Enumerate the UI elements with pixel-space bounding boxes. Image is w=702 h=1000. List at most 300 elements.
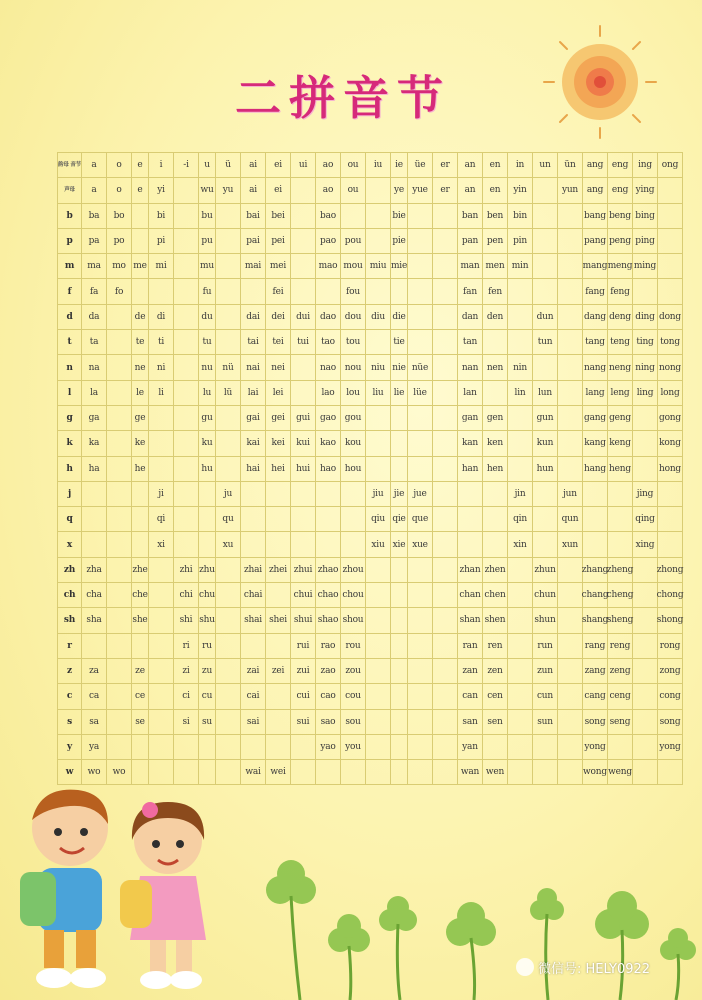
table-cell: sen — [483, 710, 508, 735]
table-row-label: j — [58, 482, 82, 507]
table-header-cell: ong — [658, 153, 683, 178]
table-cell: xiu — [366, 532, 391, 557]
table-cell — [558, 760, 583, 785]
table-cell — [291, 254, 316, 279]
table-cell — [107, 507, 132, 532]
table-cell: nei — [266, 355, 291, 380]
table-cell — [291, 532, 316, 557]
table-cell — [366, 558, 391, 583]
table-cell: chan — [458, 583, 483, 608]
table-cell: er — [433, 178, 458, 203]
table-cell — [199, 532, 216, 557]
table-cell: chou — [341, 583, 366, 608]
table-cell: sao — [316, 710, 341, 735]
table-header-cell: a — [82, 153, 107, 178]
table-cell: miu — [366, 254, 391, 279]
table-cell: zhai — [241, 558, 266, 583]
table-cell — [633, 659, 658, 684]
table-cell — [483, 482, 508, 507]
table-cell: shou — [341, 608, 366, 633]
table-header-cell: er — [433, 153, 458, 178]
table-cell: bai — [241, 204, 266, 229]
table-cell: xu — [216, 532, 241, 557]
table-cell: ma — [82, 254, 107, 279]
table-cell: hun — [533, 457, 558, 482]
table-corner-label: 韵母 音节 — [58, 153, 82, 178]
table-cell: gao — [316, 406, 341, 431]
table-cell: cu — [199, 684, 216, 709]
table-cell: che — [132, 583, 149, 608]
table-cell: kao — [316, 431, 341, 456]
table-cell — [633, 431, 658, 456]
table-cell: long — [658, 381, 683, 406]
table-cell: chu — [199, 583, 216, 608]
table-cell: kai — [241, 431, 266, 456]
table-cell — [266, 735, 291, 760]
table-cell — [341, 204, 366, 229]
table-cell — [658, 532, 683, 557]
table-cell — [408, 406, 433, 431]
table-cell — [408, 684, 433, 709]
table-cell — [241, 279, 266, 304]
table-cell — [174, 254, 199, 279]
table-cell — [216, 659, 241, 684]
table-cell: lu — [199, 381, 216, 406]
table-cell: kang — [583, 431, 608, 456]
table-cell: gei — [266, 406, 291, 431]
table-cell: bang — [583, 204, 608, 229]
table-cell — [391, 457, 408, 482]
table-cell — [433, 254, 458, 279]
table-cell — [433, 507, 458, 532]
table-cell — [216, 735, 241, 760]
table-cell — [107, 558, 132, 583]
table-cell — [174, 482, 199, 507]
table-cell: zei — [266, 659, 291, 684]
table-cell — [291, 229, 316, 254]
table-header-cell: en — [483, 153, 508, 178]
table-cell: si — [174, 710, 199, 735]
table-cell — [132, 634, 149, 659]
table-cell — [291, 760, 316, 785]
table-cell — [149, 279, 174, 304]
table-cell — [433, 355, 458, 380]
table-cell: o — [107, 178, 132, 203]
table-cell — [149, 684, 174, 709]
table-cell — [132, 482, 149, 507]
table-cell — [633, 558, 658, 583]
table-row-label: c — [58, 684, 82, 709]
table-cell — [216, 229, 241, 254]
table-cell — [558, 457, 583, 482]
table-cell — [149, 710, 174, 735]
table-cell: shui — [291, 608, 316, 633]
table-cell: bei — [266, 204, 291, 229]
table-cell — [199, 507, 216, 532]
table-cell: lin — [508, 381, 533, 406]
table-cell: liu — [366, 381, 391, 406]
table-cell: qun — [558, 507, 583, 532]
table-cell — [408, 735, 433, 760]
table-cell: can — [458, 684, 483, 709]
table-cell: ze — [132, 659, 149, 684]
table-cell: hong — [658, 457, 683, 482]
table-cell — [633, 634, 658, 659]
table-cell: zan — [458, 659, 483, 684]
table-cell: gai — [241, 406, 266, 431]
table-cell: song — [658, 710, 683, 735]
table-cell — [82, 482, 107, 507]
table-cell — [107, 634, 132, 659]
table-cell: ca — [82, 684, 107, 709]
table-cell: nang — [583, 355, 608, 380]
table-header-cell: ei — [266, 153, 291, 178]
table-cell: kan — [458, 431, 483, 456]
table-cell — [174, 229, 199, 254]
table-cell: xie — [391, 532, 408, 557]
table-cell — [174, 406, 199, 431]
table-header-cell: o — [107, 153, 132, 178]
table-cell: ri — [174, 634, 199, 659]
table-row-label: k — [58, 431, 82, 456]
table-cell: dun — [533, 305, 558, 330]
table-cell: chui — [291, 583, 316, 608]
table-cell — [433, 634, 458, 659]
table-cell: pan — [458, 229, 483, 254]
table-cell: tie — [391, 330, 408, 355]
table-cell — [433, 305, 458, 330]
table-cell — [341, 532, 366, 557]
table-cell — [216, 431, 241, 456]
table-cell — [633, 710, 658, 735]
table-cell: pai — [241, 229, 266, 254]
table-cell — [366, 330, 391, 355]
table-cell: xi — [149, 532, 174, 557]
table-cell: zao — [316, 659, 341, 684]
table-cell — [391, 583, 408, 608]
table-cell — [558, 406, 583, 431]
table-cell — [508, 760, 533, 785]
table-cell: mang — [583, 254, 608, 279]
table-cell: pang — [583, 229, 608, 254]
table-cell: po — [107, 229, 132, 254]
table-cell — [658, 204, 683, 229]
table-cell: a — [82, 178, 107, 203]
table-cell — [408, 760, 433, 785]
table-cell: ti — [149, 330, 174, 355]
table-cell — [408, 659, 433, 684]
table-cell — [433, 229, 458, 254]
wechat-icon — [516, 958, 534, 976]
table-cell — [82, 532, 107, 557]
table-cell — [433, 608, 458, 633]
table-cell: shei — [266, 608, 291, 633]
table-cell — [433, 381, 458, 406]
table-header-cell: ing — [633, 153, 658, 178]
table-cell — [366, 178, 391, 203]
table-cell — [149, 634, 174, 659]
table-cell: jue — [408, 482, 433, 507]
table-row-label: q — [58, 507, 82, 532]
table-cell — [107, 583, 132, 608]
table-cell: na — [82, 355, 107, 380]
table-cell: gang — [583, 406, 608, 431]
table-cell: ban — [458, 204, 483, 229]
table-cell — [291, 735, 316, 760]
table-cell: qiu — [366, 507, 391, 532]
table-cell: nie — [391, 355, 408, 380]
table-cell: tui — [291, 330, 316, 355]
table-cell: qin — [508, 507, 533, 532]
table-cell: ya — [82, 735, 107, 760]
table-cell: ren — [483, 634, 508, 659]
table-cell: shai — [241, 608, 266, 633]
table-cell — [483, 532, 508, 557]
table-cell — [216, 558, 241, 583]
table-cell: tei — [266, 330, 291, 355]
table-cell: su — [199, 710, 216, 735]
table-cell — [107, 608, 132, 633]
table-cell: pu — [199, 229, 216, 254]
table-cell: sun — [533, 710, 558, 735]
table-cell: ju — [216, 482, 241, 507]
table-cell: zeng — [608, 659, 633, 684]
table-header-cell: in — [508, 153, 533, 178]
table-cell: ang — [583, 178, 608, 203]
table-cell: da — [82, 305, 107, 330]
table-cell: yu — [216, 178, 241, 203]
table-cell — [107, 684, 132, 709]
table-cell — [291, 355, 316, 380]
table-cell: tou — [341, 330, 366, 355]
table-cell — [558, 659, 583, 684]
table-cell — [216, 204, 241, 229]
table-cell: reng — [608, 634, 633, 659]
table-cell — [316, 279, 341, 304]
table-cell — [508, 279, 533, 304]
table-cell: peng — [608, 229, 633, 254]
table-cell: keng — [608, 431, 633, 456]
table-cell — [433, 457, 458, 482]
table-cell: du — [199, 305, 216, 330]
table-cell: cao — [316, 684, 341, 709]
table-cell — [216, 608, 241, 633]
table-cell — [433, 558, 458, 583]
table-cell — [533, 507, 558, 532]
table-cell — [366, 735, 391, 760]
table-cell: ke — [132, 431, 149, 456]
table-cell — [174, 204, 199, 229]
table-cell — [132, 507, 149, 532]
page-title: 二拼音节 — [235, 71, 451, 125]
table-cell: tun — [533, 330, 558, 355]
table-cell — [558, 710, 583, 735]
table-row-label: f — [58, 279, 82, 304]
table-cell — [107, 355, 132, 380]
table-cell — [107, 482, 132, 507]
table-cell — [216, 457, 241, 482]
table-cell: cha — [82, 583, 107, 608]
table-cell — [533, 229, 558, 254]
table-cell: shen — [483, 608, 508, 633]
table-cell — [366, 608, 391, 633]
table-cell — [174, 178, 199, 203]
table-cell: ben — [483, 204, 508, 229]
table-cell — [366, 659, 391, 684]
table-cell: hei — [266, 457, 291, 482]
table-cell — [508, 330, 533, 355]
table-cell: mai — [241, 254, 266, 279]
table-cell: teng — [608, 330, 633, 355]
table-cell: pi — [149, 229, 174, 254]
table-cell — [408, 634, 433, 659]
table-cell: bing — [633, 204, 658, 229]
table-cell: nai — [241, 355, 266, 380]
table-cell: beng — [608, 204, 633, 229]
table-row-label: sh — [58, 608, 82, 633]
table-cell: shu — [199, 608, 216, 633]
table-cell — [433, 330, 458, 355]
table-cell — [266, 532, 291, 557]
table-cell: gun — [533, 406, 558, 431]
table-cell: fei — [266, 279, 291, 304]
table-cell — [391, 406, 408, 431]
table-cell: rao — [316, 634, 341, 659]
table-header-cell: an — [458, 153, 483, 178]
table-cell: zou — [341, 659, 366, 684]
table-cell — [658, 178, 683, 203]
table-cell — [107, 710, 132, 735]
table-cell: yun — [558, 178, 583, 203]
table-header-cell: -i — [174, 153, 199, 178]
table-cell — [316, 760, 341, 785]
table-cell: meng — [608, 254, 633, 279]
table-row-label: t — [58, 330, 82, 355]
table-cell — [658, 279, 683, 304]
table-cell: kui — [291, 431, 316, 456]
table-cell — [408, 330, 433, 355]
table-cell — [174, 457, 199, 482]
table-cell: fang — [583, 279, 608, 304]
table-cell: ping — [633, 229, 658, 254]
table-cell: eng — [608, 178, 633, 203]
table-cell — [433, 431, 458, 456]
table-cell: ting — [633, 330, 658, 355]
table-cell: gou — [341, 406, 366, 431]
table-cell — [408, 583, 433, 608]
table-cell — [316, 532, 341, 557]
table-cell: cen — [483, 684, 508, 709]
table-cell — [366, 634, 391, 659]
table-cell — [508, 659, 533, 684]
table-cell: zhang — [583, 558, 608, 583]
table-cell: yi — [149, 178, 174, 203]
table-cell — [391, 608, 408, 633]
table-cell: feng — [608, 279, 633, 304]
table-cell: wei — [266, 760, 291, 785]
table-cell: ne — [132, 355, 149, 380]
table-cell — [366, 583, 391, 608]
table-cell — [533, 532, 558, 557]
table-cell — [483, 507, 508, 532]
table-cell: nong — [658, 355, 683, 380]
table-cell: chao — [316, 583, 341, 608]
table-cell — [366, 710, 391, 735]
table-cell — [216, 634, 241, 659]
table-cell — [533, 482, 558, 507]
table-cell: di — [149, 305, 174, 330]
table-cell: zhun — [533, 558, 558, 583]
table-cell: yao — [316, 735, 341, 760]
table-cell — [266, 710, 291, 735]
table-cell — [508, 634, 533, 659]
table-cell — [458, 507, 483, 532]
table-cell: fo — [107, 279, 132, 304]
table-cell: la — [82, 381, 107, 406]
table-cell: zhi — [174, 558, 199, 583]
table-cell — [132, 229, 149, 254]
table-cell: zhong — [658, 558, 683, 583]
table-cell — [558, 381, 583, 406]
table-cell: bu — [199, 204, 216, 229]
table-cell — [149, 608, 174, 633]
table-cell: mei — [266, 254, 291, 279]
table-cell: ling — [633, 381, 658, 406]
table-cell — [508, 583, 533, 608]
table-row-label: g — [58, 406, 82, 431]
table-cell — [366, 229, 391, 254]
table-cell: ce — [132, 684, 149, 709]
table-cell: an — [458, 178, 483, 203]
table-cell — [241, 634, 266, 659]
table-cell — [174, 381, 199, 406]
table-row-label: n — [58, 355, 82, 380]
table-cell — [366, 684, 391, 709]
table-header-cell: u — [199, 153, 216, 178]
table-cell — [174, 532, 199, 557]
table-cell — [633, 760, 658, 785]
table-cell: chen — [483, 583, 508, 608]
table-cell — [633, 735, 658, 760]
table-cell: sai — [241, 710, 266, 735]
table-header-cell: üe — [408, 153, 433, 178]
table-cell: zha — [82, 558, 107, 583]
table-row-label: ch — [58, 583, 82, 608]
table-row-label: w — [58, 760, 82, 785]
table-cell — [408, 254, 433, 279]
table-cell: tong — [658, 330, 683, 355]
table-cell — [558, 608, 583, 633]
table-cell — [291, 507, 316, 532]
table-cell: tao — [316, 330, 341, 355]
table-cell: nan — [458, 355, 483, 380]
table-cell: niu — [366, 355, 391, 380]
table-cell: lai — [241, 381, 266, 406]
table-cell — [408, 431, 433, 456]
table-cell — [533, 178, 558, 203]
table-cell: han — [458, 457, 483, 482]
table-cell — [633, 457, 658, 482]
table-cell: li — [149, 381, 174, 406]
table-cell: xun — [558, 532, 583, 557]
table-cell: san — [458, 710, 483, 735]
table-cell — [241, 735, 266, 760]
table-cell: ka — [82, 431, 107, 456]
table-cell — [608, 482, 633, 507]
wechat-watermark — [516, 957, 650, 977]
table-cell: lou — [341, 381, 366, 406]
table-cell — [174, 735, 199, 760]
